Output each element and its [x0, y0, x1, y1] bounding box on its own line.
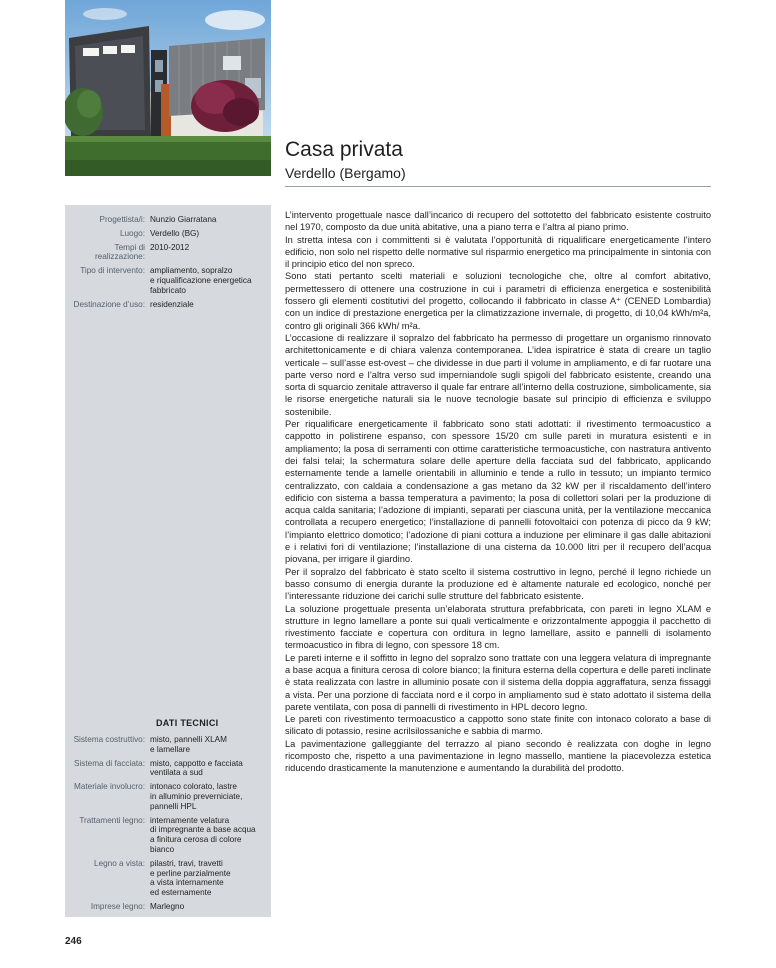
page-title: Casa privata: [285, 138, 403, 161]
fact-row: [65, 816, 271, 855]
fact-value-line: bianco: [150, 844, 175, 854]
fact-value: [150, 735, 266, 755]
fact-value-line: fabbricato: [150, 285, 186, 295]
body-paragraph: Le pareti interne e il soffitto in legno del sopralzo sono trattate con una leggera velatura di impregnante a base acqua a finitura cerosa di colore bianco; la finitura esterna della copertura e delle pareti inclinate è stata realizzata con lastre in alluminio posate con il sistema della doppia aggraffatura, senza fissaggi a vista. Per una porzione di facciata nord e il corpo in ampliamento sud è stato adottato il sistema della parete ventilata, con posa di pannelli di rivestimento in HPL decoro legno.: [285, 652, 711, 712]
house-photo: [65, 0, 271, 176]
tech-data-list: [65, 735, 271, 916]
fact-value-line: misto, cappotto e facciata: [150, 758, 243, 768]
fact-row: [65, 759, 271, 779]
body-paragraph: La pavimentazione galleggiante del terrazzo al piano secondo è realizzata con doghe in legno ricomposto che, rispetto a una pavimentazione in legno massello, mantiene la piacevolezza estetica riducendo drasticamente la manutenzione e aumentando la durabilità del prodotto.: [285, 738, 711, 774]
body-paragraph: La soluzione progettuale presenta un’elaborata struttura prefabbricata, con pareti in legno XLAM e strutture in legno lamellare a ponte sui quali verticalmente e orizzontalmente appoggia il pacchetto di rivestimento facciate e copertura con orditura in legno lamellare, assito e pannelli di isolamento termoacustico in fibra di legno, con spessore 18 cm.: [285, 603, 711, 651]
fact-label: Trattamenti legno:: [79, 815, 145, 825]
fact-value-line: ampliamento, sopralzo: [150, 266, 233, 276]
body-paragraph: Per il sopralzo del fabbricato è stato scelto il sistema costruttivo in legno, perché il legno richiede un basso consumo di energia durante la produzione ed è altamente naturale ed ecologico, nonché per l’interessante riduzione dei carichi sulle strutture del fabbricato esistente.: [285, 566, 711, 602]
fact-value: [150, 243, 266, 263]
body-paragraph: L’intervento progettuale nasce dall’incarico di recupero del sottotetto del fabbricato esistente costruito nel 1970, composto da due unità abitative, una a piano terra e l’altra al piano primo.: [285, 210, 711, 233]
fact-row: [65, 300, 271, 310]
fact-row: [65, 215, 271, 225]
fact-value: [150, 902, 266, 912]
fact-value-line: 2010-2012: [150, 242, 190, 252]
fact-value-line: misto, pannelli XLAM: [150, 735, 227, 744]
fact-row: [65, 859, 271, 898]
fact-value: [150, 215, 266, 225]
fact-label: Legno a vista:: [94, 858, 145, 868]
body-paragraph: In stretta intesa con i committenti si è valutata l’opportunità di riqualificare energeticamente l’intero edificio, non solo nel rispetto delle normative sul risparmio energetico ma principalmente in sintonia con il principio etico del non spreco.: [285, 234, 711, 270]
fact-value-line: intonaco colorato, lastre: [150, 782, 237, 792]
fact-value-line: a vista internamente: [150, 878, 224, 888]
fact-value: [150, 782, 266, 811]
fact-value-line: pannelli HPL: [150, 801, 197, 811]
fact-value-line: Marlegno: [150, 901, 185, 911]
body-paragraph: Sono stati pertanto scelti materiali e soluzioni tecnologiche che, oltre al comfort abitativo, permettessero di ottenere una costruzione in cui i parametri di efficienza energetica e sostenibilità fossero gli elementi costitutivi del progetto, collocando il fabbricato in classe A⁺ (CENED Lombardia) con un indice di prestazione energetica per la climatizzazione invernale, di progetto, di 10,04 kWh/m²a, contro gli originali 366 kWh/ m²a.: [285, 271, 711, 331]
project-sidebar: [65, 205, 271, 917]
fact-label: Tipo di intervento:: [80, 266, 145, 276]
fact-value-line: ventilata a sud: [150, 768, 203, 778]
fact-value-line: a finitura cerosa di colore: [150, 835, 242, 845]
fact-value-line: e riqualificazione energetica: [150, 275, 252, 285]
project-info-list: [65, 215, 271, 313]
fact-row: [65, 782, 271, 811]
article-body: [285, 209, 711, 775]
fact-row: [65, 902, 271, 912]
fact-value: [150, 859, 266, 898]
fact-value-line: internamente velatura: [150, 815, 230, 825]
fact-row: [65, 735, 271, 755]
page-number: 246: [65, 936, 82, 947]
body-paragraph: Per riqualificare energeticamente il fabbricato sono stati adottati: il rivestimento termoacustico a cappotto in polistirene espanso, con spessore 15/20 cm sulle pareti in muratura esistenti e in ampliamento; la posa di serramenti con ottime caratteristiche termoacustiche, con nastratura antivento dei falsi telai; la schermatura solare delle aperture della facciata sud del fabbricato, applicando esternamente tende a lamelle orientabili in alluminio e tende a rullo in tessuto; un impianto termico centralizzato, con caldaia a condensazione a gas metano da 32 kW per il riscaldamento dell’intero edificio con sistema a bassa temperatura a pavimento; la posa di collettori solari per la produzione di acqua calda sanitaria; l’adozione di impianti, separati per ciascuna unità, per la ventilazione meccanica controllata a recupero energetico; l’installazione di pannelli fotovoltaici con potenza di picco da 9 kW; l’impianto elettrico domotico; l’adozione di piani cottura a induzione per eliminare il gas dalle abitazioni e i relativi fori di ventilazione; l’installazione di una cisterna da 10.000 litri per il recupero dell’acqua piovana, per irrigare il giardino.: [285, 419, 711, 565]
fact-label: Materiale involucro:: [74, 782, 145, 792]
fact-value: [150, 266, 266, 295]
fact-row: [65, 229, 271, 239]
body-paragraph: Le pareti con rivestimento termoacustico a cappotto sono state finite con intonaco colorato a base di silicato di potassio, resine acrilsilossaniche e sabbia di marmo.: [285, 714, 711, 737]
fact-label: Destinazione d’uso:: [73, 299, 145, 309]
title-divider: [285, 186, 711, 187]
fact-value: [150, 229, 266, 239]
fact-value-line: pilastri, travi, travetti: [150, 858, 223, 868]
fact-label: Imprese legno:: [90, 901, 145, 911]
fact-label: Tempi di realizzazione:: [94, 242, 145, 262]
fact-value: [150, 816, 266, 855]
fact-label: Progettista/i:: [99, 215, 145, 224]
fact-label: Luogo:: [119, 228, 145, 238]
fact-value-line: Nunzio Giarratana: [150, 215, 217, 224]
page-subtitle: Verdello (Bergamo): [285, 165, 406, 181]
fact-value: [150, 759, 266, 779]
tech-data-heading: DATI TECNICI: [156, 718, 219, 728]
fact-label: Sistema di facciata:: [74, 758, 145, 768]
fact-value: [150, 300, 266, 310]
fact-row: [65, 266, 271, 295]
fact-value-line: e perline parzialmente: [150, 868, 231, 878]
fact-label: Sistema costruttivo:: [73, 735, 145, 744]
fact-value-line: residenziale: [150, 299, 194, 309]
fact-value-line: di impregnante a base acqua: [150, 825, 256, 835]
fact-value-line: ed esternamente: [150, 888, 212, 898]
fact-value-line: in alluminio preverniciate,: [150, 791, 243, 801]
fact-row: [65, 243, 271, 263]
body-paragraph: L’occasione di realizzare il sopralzo del fabbricato ha permesso di progettare un organismo rinnovato architettonicamente e di chiara valenza contemporanea. L’idea ispiratrice è stata di creare un taglio verticale – sull’asse est-ovest – che dividesse in due parti il volume in ampliamento, e di far ruotare una parte verso nord e l’altra verso sud imperniandole sugli spigoli del fabbricato esistente, creando una sorta di squarcio zenitale attraverso il quale far entrare all’interno della costruzione, simbolicamente, sia le risorse energetiche naturali sia le nuove tecnologie basate sul principio di efficienza e sviluppo sostenibile.: [285, 332, 711, 417]
fact-value-line: e lamellare: [150, 744, 191, 754]
fact-value-line: Verdello (BG): [150, 228, 200, 238]
